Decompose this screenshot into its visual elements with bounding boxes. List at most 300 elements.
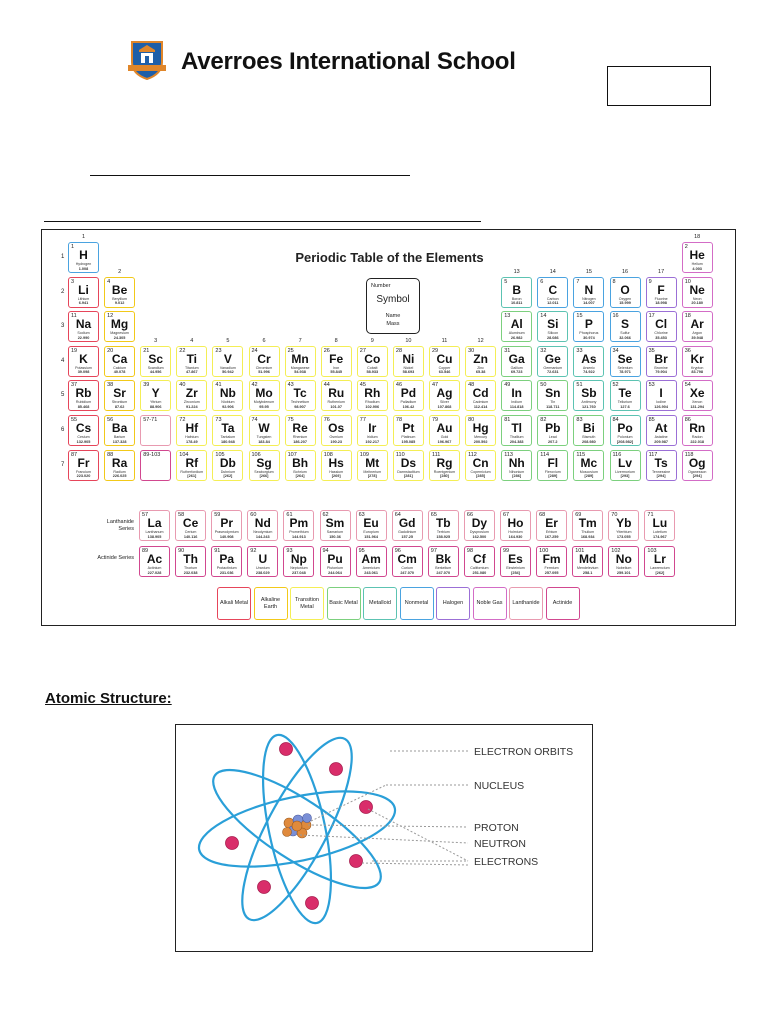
atomic-mass: 127.6 <box>620 404 630 409</box>
element-name: Technetium <box>290 400 310 405</box>
proton-particle <box>292 821 302 831</box>
element-symbol: Si <box>547 317 559 332</box>
element-name: Nickel <box>403 365 414 370</box>
atomic-mass: 195.085 <box>401 439 416 444</box>
atomic-number: 21 <box>143 347 150 354</box>
atomic-number: 29 <box>432 347 439 354</box>
element-symbol: Og <box>688 455 706 470</box>
atomic-mass: 4.003 <box>692 266 702 271</box>
atomic-number: 105 <box>215 451 225 458</box>
group-number: 9 <box>370 337 374 344</box>
atomic-mass: 144.913 <box>292 534 306 539</box>
element-symbol: Mt <box>365 455 380 470</box>
element-cell-rh <box>357 380 388 411</box>
group-number: 2 <box>118 268 122 275</box>
atomic-number: 115 <box>576 451 586 458</box>
atomic-mass: 244.064 <box>328 570 342 575</box>
label-electron-orbits: ELECTRON ORBITS <box>474 746 574 758</box>
element-name: Lithium <box>77 296 90 301</box>
element-cell-na <box>68 311 99 342</box>
atomic-number: 35 <box>648 347 655 354</box>
proton-particle <box>283 828 292 837</box>
element-symbol: As <box>581 351 597 366</box>
element-cell-nb <box>212 380 243 411</box>
element-name: Ytterbium <box>616 530 632 534</box>
element-symbol: Y <box>151 386 160 401</box>
element-cell-la <box>139 510 170 541</box>
element-name: Magnesium <box>110 331 129 336</box>
atomic-number: 18 <box>684 313 691 320</box>
atomic-mass: 131.294 <box>690 404 705 409</box>
element-name: Iodine <box>656 400 666 405</box>
element-symbol: Fm <box>542 552 561 566</box>
element-cell-sg <box>249 450 280 481</box>
element-cell-in <box>501 380 532 411</box>
element-cell-po <box>610 415 641 446</box>
atomic-number: 24 <box>251 347 258 354</box>
element-name: Carbon <box>546 296 559 301</box>
element-symbol: Pb <box>545 421 561 435</box>
label-leaders <box>300 751 468 865</box>
school-crest-icon <box>124 38 170 80</box>
element-name: Astatine <box>654 435 668 439</box>
element-symbol: Sn <box>545 386 561 401</box>
element-cell-tc <box>285 380 316 411</box>
atomic-mass: 14.007 <box>583 301 595 306</box>
element-name: Roentgenium <box>433 469 456 474</box>
atomic-number: 106 <box>251 451 261 458</box>
atomic-number: 118 <box>684 451 694 458</box>
element-cell-ac <box>139 546 170 577</box>
element-symbol: H <box>79 248 88 262</box>
atomic-mass: 112.414 <box>473 404 488 409</box>
electron <box>258 881 271 894</box>
element-cell-hg <box>465 415 496 446</box>
element-name: Terbium <box>436 530 450 534</box>
atomic-number: 4 <box>107 278 111 285</box>
atom-illustration <box>176 725 594 953</box>
element-name: Arsenic <box>582 365 595 370</box>
atomic-number: 31 <box>504 347 511 354</box>
element-cell-zn <box>465 346 496 377</box>
atomic-mass: 190.23 <box>330 439 342 444</box>
element-cell-yb <box>608 510 639 541</box>
atomic-number: 95 <box>358 548 365 554</box>
atomic-number: 57 <box>142 512 149 518</box>
element-name: Iron <box>333 365 340 370</box>
atomic-mass: 151.964 <box>364 534 378 539</box>
element-name: Zinc <box>477 365 484 370</box>
atomic-mass: [289] <box>548 474 558 479</box>
element-name: Tantalum <box>220 435 236 439</box>
element-cell-os <box>321 415 352 446</box>
atomic-mass: 1.008 <box>78 266 89 271</box>
element-name: Uranium <box>256 566 270 570</box>
element-cell-au <box>429 415 460 446</box>
element-name: Bismuth <box>582 435 596 439</box>
atomic-mass: 58.933 <box>366 370 379 375</box>
atomic-number: 6 <box>540 278 544 285</box>
element-cell-th <box>175 546 206 577</box>
element-name: Manganese <box>290 365 310 370</box>
atomic-number: 79 <box>432 417 439 423</box>
atomic-mass: 9.012 <box>114 301 125 306</box>
atomic-number: 51 <box>576 382 583 389</box>
element-cell-p <box>573 311 604 342</box>
element-symbol: Nh <box>508 455 525 470</box>
atomic-number: 63 <box>358 512 365 518</box>
element-cell-li <box>68 277 99 308</box>
element-name: Dysprosium <box>469 530 489 534</box>
atomic-mass: 85.468 <box>77 404 90 409</box>
element-name: Cerium <box>184 530 197 534</box>
periodic-table-title: Periodic Table of the Elements <box>295 250 484 265</box>
element-symbol: Tb <box>435 516 451 530</box>
element-cell-eu <box>356 510 387 541</box>
element-symbol: Ba <box>111 421 128 435</box>
atomic-mass: 168.934 <box>580 534 595 539</box>
element-name: Dubnium <box>220 469 236 474</box>
element-cell-f <box>646 277 677 308</box>
atomic-number: 14 <box>540 313 547 320</box>
atomic-number: 74 <box>251 417 258 423</box>
atom-diagram <box>175 724 593 952</box>
period-number: 6 <box>61 427 65 433</box>
atomic-mass: [278] <box>367 474 377 479</box>
element-cell-he <box>682 242 713 273</box>
legend-metalloid: Metalloid <box>363 587 397 620</box>
atomic-mass: 106.42 <box>402 404 415 409</box>
atomic-number: 48 <box>468 382 475 389</box>
element-cell-ts <box>646 450 677 481</box>
atomic-number: 16 <box>612 313 619 320</box>
atomic-mass: 207.2 <box>548 439 558 444</box>
element-name: Flerovium <box>544 469 561 474</box>
atomic-mass: 54.938 <box>294 370 306 375</box>
element-name: Copernicium <box>470 469 491 474</box>
element-symbol: Mn <box>291 351 309 366</box>
element-symbol: Tl <box>511 421 523 435</box>
actinide-series-label: Actinide Series <box>97 555 134 561</box>
legend-noble: Noble Gas <box>473 587 507 620</box>
element-name: Gallium <box>510 365 523 370</box>
atomic-mass: 186.207 <box>293 439 307 444</box>
answer-box[interactable] <box>607 66 711 106</box>
element-symbol: Sr <box>113 386 126 401</box>
atomic-number: 92 <box>250 548 257 554</box>
atomic-mass: 173.055 <box>616 534 631 539</box>
element-symbol: Ar <box>690 317 704 332</box>
atomic-mass: 162.500 <box>472 534 487 539</box>
element-name: Mendelevium <box>577 566 599 570</box>
atomic-mass: 69.723 <box>510 370 523 375</box>
element-symbol: Lv <box>617 455 632 470</box>
group-number: 13 <box>513 268 520 275</box>
atomic-number: 15 <box>576 313 583 320</box>
element-name: Argon <box>692 331 702 336</box>
atomic-mass: [266] <box>259 474 269 479</box>
atomic-structure-heading: Atomic Structure: <box>45 690 172 707</box>
atomic-mass: 137.328 <box>112 439 127 444</box>
element-cell-te <box>610 380 641 411</box>
element-cell-ag <box>429 380 460 411</box>
element-cell-si <box>537 311 568 342</box>
element-cell-sb <box>573 380 604 411</box>
atomic-number: 60 <box>250 512 257 518</box>
element-cell-mo <box>249 380 280 411</box>
group-number: 8 <box>334 337 338 344</box>
element-symbol: Ne <box>689 282 705 297</box>
legend-transition: Transition Metal <box>290 587 324 620</box>
element-symbol: Am <box>361 552 381 566</box>
nucleus <box>283 814 312 839</box>
series-placeholder-cell <box>140 415 171 446</box>
atomic-mass: [262] <box>655 570 665 575</box>
element-name: Scandium <box>147 365 164 370</box>
element-symbol: K <box>79 351 88 366</box>
element-name: Germanium <box>543 365 563 370</box>
element-symbol: He <box>689 248 705 262</box>
element-cell-zr <box>176 380 207 411</box>
element-name: Fermium <box>544 566 559 570</box>
element-symbol: Ga <box>508 351 525 366</box>
atomic-mass: 232.038 <box>183 570 198 575</box>
label-neutron: NEUTRON <box>474 838 526 850</box>
element-symbol: Cr <box>257 351 271 366</box>
element-cell-b <box>501 277 532 308</box>
atomic-number: 44 <box>323 382 330 389</box>
atomic-number: 113 <box>504 451 513 458</box>
element-symbol: Xe <box>689 386 705 401</box>
element-symbol: Pr <box>220 516 234 530</box>
atomic-number: 59 <box>214 512 221 518</box>
atomic-number: 47 <box>432 382 439 389</box>
atomic-mass: 150.36 <box>329 534 341 539</box>
atomic-mass: 72.631 <box>546 370 559 375</box>
element-cell-u <box>247 546 278 577</box>
title-line[interactable] <box>44 221 481 222</box>
element-cell-fr <box>68 450 99 481</box>
element-name: Livermorium <box>615 469 635 474</box>
element-symbol: V <box>223 351 232 366</box>
atomic-number: 117 <box>648 451 658 458</box>
element-symbol: Co <box>364 351 381 366</box>
name-line[interactable] <box>90 175 410 176</box>
group-number: 11 <box>441 337 448 344</box>
element-symbol: No <box>615 552 632 566</box>
element-symbol: P <box>584 317 593 332</box>
element-name: Rhodium <box>365 400 380 405</box>
period-number: 7 <box>61 461 65 468</box>
element-name: Antimony <box>581 400 597 405</box>
atomic-mass: 231.036 <box>219 570 234 575</box>
element-cell-cs <box>68 415 99 446</box>
element-symbol: Lu <box>652 516 668 530</box>
atomic-mass: 251.080 <box>472 570 487 575</box>
element-symbol: Lr <box>653 552 666 566</box>
element-cell-cu <box>429 346 460 377</box>
element-symbol: Zn <box>473 351 488 366</box>
atomic-mass: 101.07 <box>330 404 342 409</box>
atomic-mass: 237.048 <box>292 570 306 575</box>
atomic-number: 107 <box>287 451 297 458</box>
atomic-mass: 63.546 <box>438 370 451 375</box>
element-name: Erbium <box>545 530 558 534</box>
element-symbol: Cm <box>397 552 417 566</box>
atomic-mass: 174.967 <box>653 534 667 539</box>
element-symbol: Bk <box>435 552 451 566</box>
element-cell-s <box>610 311 641 342</box>
element-name: Krypton <box>690 365 704 370</box>
atomic-mass: 40.078 <box>113 370 126 375</box>
element-name: Samarium <box>326 530 344 534</box>
element-cell-rf <box>176 450 207 481</box>
element-symbol: Zr <box>185 386 198 401</box>
atomic-number: 87 <box>71 451 78 458</box>
element-name: Beryllium <box>112 296 127 301</box>
atomic-mass: 192.217 <box>365 439 380 444</box>
element-name: Molybdenum <box>253 400 275 405</box>
element-name: Osmium <box>329 435 343 439</box>
atomic-mass: 209.987 <box>654 439 668 444</box>
element-cell-cn <box>465 450 496 481</box>
atomic-number: 8 <box>612 278 616 285</box>
element-symbol: Ac <box>146 552 163 566</box>
atomic-mass: [262] <box>223 474 233 479</box>
element-symbol: Md <box>579 552 597 566</box>
neutron-particle <box>303 814 312 823</box>
atomic-number: 27 <box>359 347 366 354</box>
atomic-number: 30 <box>468 347 475 354</box>
atomic-mass: 87.62 <box>114 404 125 409</box>
group-number: 10 <box>405 337 412 344</box>
element-cell-cr <box>249 346 280 377</box>
period-number: 2 <box>61 288 65 295</box>
element-cell-n <box>573 277 604 308</box>
element-name: Einsteinium <box>506 566 525 570</box>
atomic-number: 53 <box>648 382 655 389</box>
atomic-number: 64 <box>394 512 401 518</box>
element-symbol: C <box>548 282 558 297</box>
atomic-mass: 257.095 <box>544 570 559 575</box>
atomic-number: 61 <box>286 512 293 518</box>
element-name: Yttrium <box>149 400 162 405</box>
atomic-number: 72 <box>179 417 186 423</box>
element-symbol: Np <box>290 552 307 566</box>
atomic-number: 75 <box>287 417 294 423</box>
element-symbol: Be <box>111 282 128 297</box>
element-symbol: I <box>659 386 663 401</box>
label-electrons: ELECTRONS <box>474 856 539 868</box>
legend-nonmetal: Nonmetal <box>400 587 434 620</box>
atomic-number: 69 <box>575 512 582 518</box>
element-symbol: Cl <box>655 317 668 332</box>
atomic-mass: [294] <box>692 474 702 479</box>
element-name: Copper <box>438 365 451 370</box>
element-symbol: Po <box>617 421 633 435</box>
element-name: Hydrogen <box>75 262 92 266</box>
element-name: Promethium <box>289 530 309 534</box>
element-symbol: Es <box>508 552 523 566</box>
element-cell-at <box>646 415 677 446</box>
electron <box>330 763 343 776</box>
element-symbol: W <box>258 421 270 435</box>
element-name: Americium <box>362 566 380 570</box>
element-name: Fluorine <box>654 296 668 301</box>
element-symbol: Cn <box>472 455 489 470</box>
key-number: Number <box>371 283 391 289</box>
element-symbol: Au <box>436 421 453 435</box>
atomic-number: 56 <box>107 417 114 423</box>
element-symbol: Cf <box>473 552 486 566</box>
element-cell-co <box>357 346 388 377</box>
element-cell-cl <box>646 311 677 342</box>
atomic-number: 46 <box>395 382 403 389</box>
element-symbol: La <box>147 516 162 530</box>
atomic-number: 38 <box>107 382 114 389</box>
atomic-number: 40 <box>179 382 186 389</box>
element-cell-rn <box>682 415 713 446</box>
atomic-mass: 223.020 <box>76 474 91 479</box>
atomic-mass: 196.967 <box>437 439 452 444</box>
element-cell-re <box>285 415 316 446</box>
atomic-mass: 55.845 <box>330 370 342 375</box>
element-symbol: Pt <box>402 421 415 435</box>
atomic-mass: 26.982 <box>510 335 523 340</box>
atomic-number: 90 <box>178 548 185 554</box>
element-name: Europium <box>363 530 379 534</box>
atomic-mass: 140.116 <box>183 534 198 539</box>
school-name: Averroes International School <box>181 48 516 75</box>
atomic-number: 10 <box>684 278 691 285</box>
atomic-number: 71 <box>647 512 654 518</box>
element-name: Lawrencium <box>650 566 670 570</box>
key-symbol: Symbol <box>376 294 410 305</box>
atomic-number: 19 <box>71 347 78 354</box>
key-mass: Mass <box>386 321 400 327</box>
element-name: Barium <box>113 435 126 439</box>
element-cell-pm <box>283 510 314 541</box>
element-cell-sr <box>104 380 135 411</box>
element-name: Niobium <box>221 400 235 405</box>
atomic-mass: 58.693 <box>402 370 415 375</box>
atomic-mass: 157.25 <box>401 534 413 539</box>
atomic-number: 80 <box>468 417 475 423</box>
element-name: Palladium <box>400 400 417 405</box>
element-symbol: Sb <box>581 386 597 401</box>
atomic-number: 73 <box>215 417 222 423</box>
group-number: 3 <box>154 337 158 344</box>
atomic-mass: 164.930 <box>508 534 523 539</box>
element-symbol: Nb <box>219 386 236 401</box>
atomic-mass: 44.956 <box>149 370 162 375</box>
atomic-number: 12 <box>107 313 114 320</box>
element-name: Oxygen <box>618 296 632 301</box>
element-cell-es <box>500 546 531 577</box>
element-cell-mc <box>573 450 604 481</box>
element-name: Lanthanum <box>145 530 164 534</box>
element-name: Zirconium <box>183 400 200 405</box>
atomic-mass: 78.971 <box>619 370 631 375</box>
atomic-mass: [264] <box>295 474 305 479</box>
atomic-number: 78 <box>395 417 403 423</box>
element-name: Protactinium <box>216 566 237 570</box>
element-cell-tm <box>572 510 603 541</box>
element-name: Neon <box>692 296 702 301</box>
atomic-number: 82 <box>540 417 547 423</box>
element-cell-pr <box>211 510 242 541</box>
element-cell-ge <box>537 346 568 377</box>
